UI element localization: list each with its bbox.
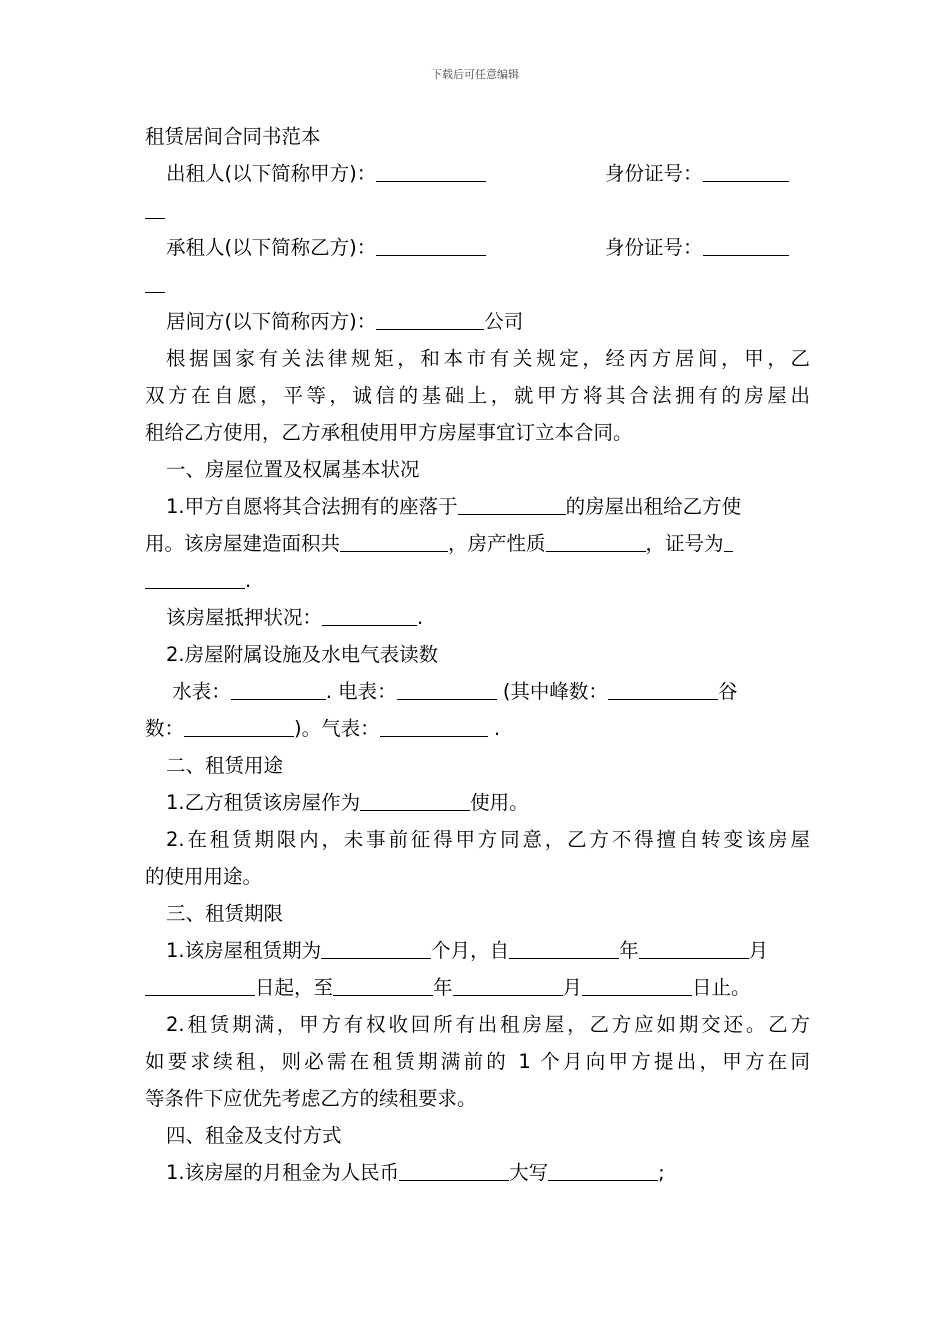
certificate-no-field[interactable] [724, 529, 733, 552]
intro-line-2: 双方在自愿，平等，诚信的基础上，就甲方将其合法拥有的房屋出 [145, 384, 810, 407]
lessee-id-label: 身份证号： [605, 236, 703, 259]
intro-line-1: 根据国家有关法律规矩，和本市有关规定，经丙方居间，甲，乙 [166, 347, 810, 370]
agent-company-suffix: 公司 [484, 310, 524, 333]
electric-meter-label: . 电表： [325, 680, 397, 703]
gas-meter-end: . [487, 717, 501, 740]
start-month-field[interactable] [639, 936, 749, 959]
end-day-label: 日止。 [692, 976, 751, 999]
property-nature-field[interactable] [546, 529, 646, 552]
end-month-field[interactable] [453, 973, 563, 996]
agent-label: 居间方(以下简称丙方)： [166, 310, 377, 333]
end-month-label: 月 [562, 976, 583, 999]
lessee-line [145, 229, 810, 266]
usage-purpose-field[interactable] [360, 788, 470, 811]
gas-meter-field[interactable] [380, 714, 488, 737]
s2-p1-text-b: 使用。 [470, 791, 529, 814]
s3-p1-text-a: 1.该房屋租赁期为 [166, 939, 322, 962]
lessee-name-field[interactable] [376, 233, 486, 256]
mortgage-line [145, 599, 810, 636]
peak-reading-field[interactable] [608, 677, 718, 700]
s1-p1-line-1 [145, 488, 810, 525]
meters-line-2 [145, 710, 810, 747]
months-from-label: 个月，自 [431, 939, 510, 962]
mortgage-label: 该房屋抵押状况： [166, 606, 323, 629]
s1-p1-line-2 [145, 525, 810, 562]
s1-p1-line-3 [145, 562, 810, 599]
page-header-note: 下载后可任意编辑 [431, 68, 519, 81]
lessee-id-field-tail[interactable] [145, 270, 165, 293]
s2-p1-text-a: 1.乙方租赁该房屋作为 [166, 791, 361, 814]
section-3-heading: 三、租赁期限 [166, 902, 284, 925]
agent-line [145, 303, 810, 340]
valley-reading-label-b: 数： [145, 717, 185, 740]
s1-p2: 2.房屋附属设施及水电气表读数 [166, 643, 439, 666]
s1-p1-text-b: 的房屋出租给乙方使 [565, 495, 742, 518]
lessee-id-field[interactable] [703, 233, 789, 256]
start-year-field[interactable] [509, 936, 619, 959]
electric-meter-field[interactable] [397, 677, 497, 700]
lessor-id-field-tail[interactable] [145, 196, 165, 219]
section-1-heading: 一、房屋位置及权属基本状况 [166, 458, 420, 481]
s3-p1-line-1 [145, 932, 810, 969]
peak-reading-label: (其中峰数： [496, 680, 608, 703]
water-meter-field[interactable] [231, 677, 326, 700]
s1-p1-text-c: 用。该房屋建造面积共 [145, 532, 341, 555]
intro-line-3: 租给乙方使用，乙方承租使用甲方房屋事宜订立本合同。 [145, 421, 633, 444]
valley-reading-label-a: 谷 [717, 680, 738, 703]
s4-p1 [145, 1154, 810, 1191]
gas-meter-label: )。气表： [294, 717, 380, 740]
agent-name-field[interactable] [376, 307, 484, 330]
mortgage-status-field[interactable] [322, 603, 417, 626]
s1-p1-text-a: 1.甲方自愿将其合法拥有的座落于 [166, 495, 458, 518]
s3-p2-line-1: 2.租赁期满，甲方有权收回所有出租房屋，乙方应如期交还。乙方 [166, 1013, 810, 1036]
mortgage-end: . [417, 606, 424, 629]
s3-p2-line-3: 等条件下应优先考虑乙方的续租要求。 [145, 1087, 477, 1110]
start-day-label: 日起，至 [255, 976, 334, 999]
meters-line-1 [145, 673, 810, 710]
lessee-label: 承租人(以下简称乙方)： [166, 236, 377, 259]
certificate-no-field-tail[interactable] [145, 566, 245, 589]
doc-title: 租赁居间合同书范本 [145, 125, 321, 148]
end-day-field[interactable] [582, 973, 692, 996]
lessor-id-field[interactable] [703, 159, 789, 182]
floor-area-field[interactable] [340, 529, 448, 552]
rent-in-words-field[interactable] [548, 1158, 658, 1181]
lessor-id-continuation [145, 192, 810, 229]
s3-p2-line-2: 如要求续租，则必需在租赁期满前的 1 个月向甲方提出，甲方在同 [145, 1050, 810, 1073]
lessor-line [145, 155, 810, 192]
start-month-label: 月 [748, 939, 769, 962]
s1-p1-text-d: ，房产性质 [448, 532, 546, 555]
contract-body [145, 118, 810, 1191]
start-day-field[interactable] [145, 973, 255, 996]
valley-reading-field[interactable] [184, 714, 294, 737]
end-year-label: 年 [433, 976, 453, 999]
s2-p1 [145, 784, 810, 821]
s4-p1-text-a: 1.该房屋的月租金为人民币 [166, 1161, 400, 1184]
section-4-heading: 四、租金及支付方式 [166, 1124, 342, 1147]
property-location-field[interactable] [458, 492, 566, 515]
section-2-heading: 二、租赁用途 [166, 754, 284, 777]
monthly-rent-field[interactable] [399, 1158, 509, 1181]
lessor-name-field[interactable] [376, 159, 486, 182]
s1-p1-text-e: ，证号为 [645, 532, 724, 555]
lessor-label: 出租人(以下简称甲方)： [166, 162, 377, 185]
lessor-id-label: 身份证号： [605, 162, 703, 185]
start-year-label: 年 [619, 939, 639, 962]
s1-p1-end: . [245, 569, 252, 592]
water-meter-label: 水表： [172, 680, 231, 703]
end-year-field[interactable] [333, 973, 433, 996]
s4-p1-end: ; [658, 1161, 665, 1184]
s3-p1-line-2 [145, 969, 810, 1006]
s2-p2-line-1: 2.在租赁期限内，未事前征得甲方同意，乙方不得擅自转变该房屋 [166, 828, 810, 851]
lease-months-field[interactable] [321, 936, 431, 959]
s2-p2-line-2: 的使用用途。 [145, 865, 263, 888]
lessee-id-continuation [145, 266, 810, 303]
rent-in-words-label: 大写 [509, 1161, 549, 1184]
